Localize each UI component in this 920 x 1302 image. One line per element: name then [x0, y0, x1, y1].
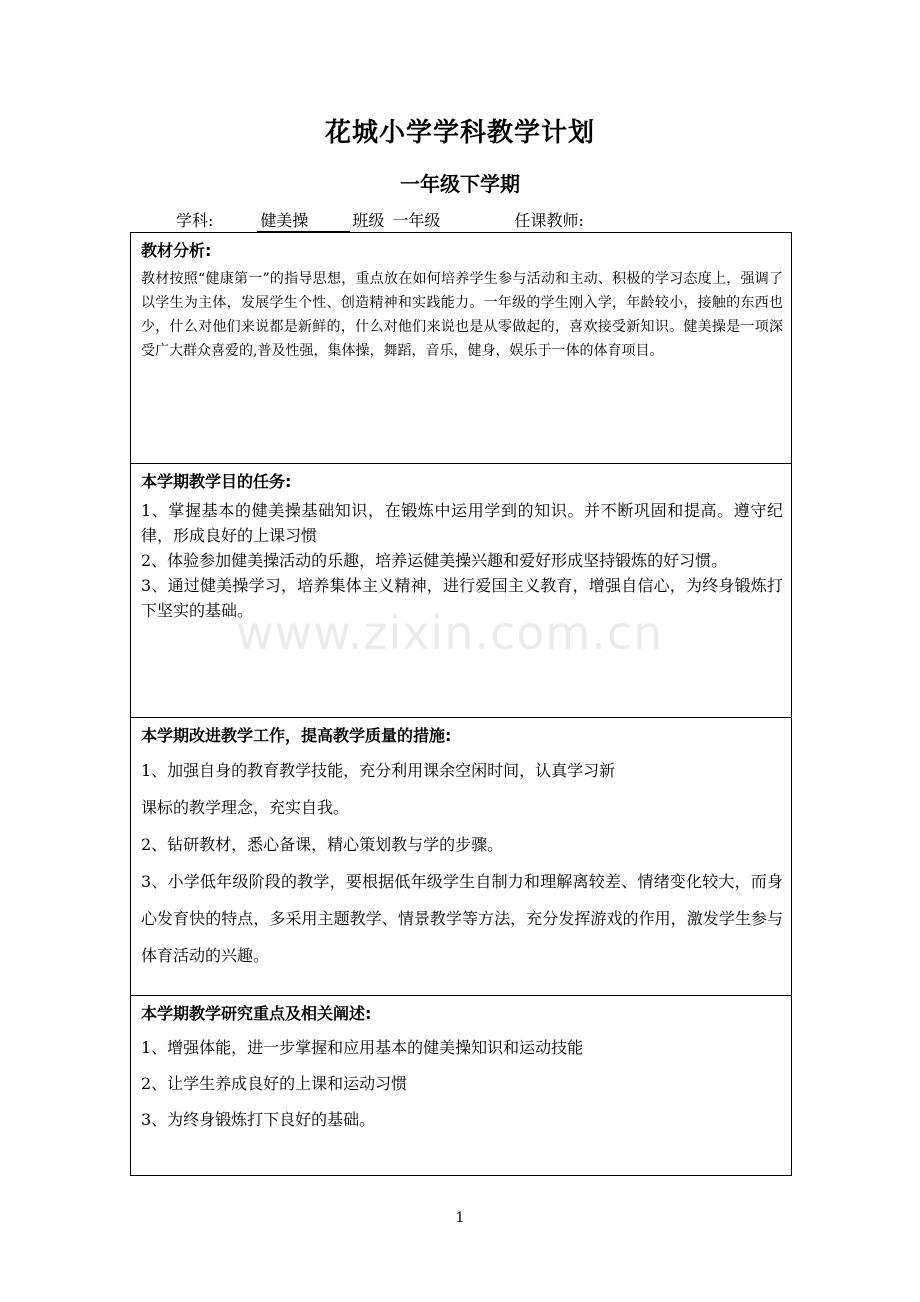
subject-value: 健美操 [257, 208, 350, 232]
goals-section [131, 463, 791, 717]
research-section [131, 995, 791, 1175]
subject-label: 学科: [176, 211, 214, 230]
plan-table [130, 232, 792, 1176]
analysis-heading: 教材分析: [141, 241, 212, 260]
page-title: 花城小学学科教学计划 [324, 118, 595, 148]
measures-item: 3、小学低年级阶段的教学，要根据低年级学生自制力和理解离较差、情绪变化较大，而身心发育快的特点，多采用主题教学、情景教学等方法，充分发挥游戏的作用，激发学生参与体育活动的兴趣。 [141, 872, 783, 965]
measures-item: 课标的教学理念，充实自我。 [141, 798, 350, 817]
goals-item: 3、通过健美操学习，培养集体主义精神，进行爱国主义教育，增强自信心，为终身锻炼打下坚实的基础。 [141, 576, 783, 620]
watermark: www.zixin.com.cn [236, 606, 664, 660]
measures-item: 2、钻研教材，悉心备课，精心策划教与学的步骤。 [141, 835, 504, 854]
measures-section [131, 717, 791, 995]
goals-item: 2、体验参加健美操活动的乐趣，培养运健美操兴趣和爱好形成坚持锻炼的好习惯。 [141, 551, 728, 570]
teacher-label: 任课教师: [514, 211, 584, 230]
class-value: 一年级 [392, 211, 441, 230]
class-label: 班级 [352, 211, 385, 230]
analysis-section [131, 233, 791, 463]
measures-heading: 本学期改进教学工作，提高教学质量的措施: [141, 726, 452, 745]
meta-line [176, 208, 584, 232]
analysis-text: 教材按照“健康第一”的指导思想，重点放在如何培养学生参与活动和主动、积极的学习态度上，强调了以学生为主体，发展学生个性、创造精神和实践能力。一年级的学生刚入学，年龄较小，接触的东西也少，什么对他们来说都是新鲜的，什么对他们来说也是从零做起的，喜欢接受新知识。健美操是一项深受广大群众喜爱的,普及性强，集体操，舞蹈，音乐，健身，娱乐于一体的体育项目。 [141, 271, 783, 359]
page-number: 1 [455, 1210, 465, 1226]
research-heading: 本学期教学研究重点及相关阐述: [141, 1004, 372, 1023]
research-item: 1、增强体能，进一步掌握和应用基本的健美操知识和运动技能 [141, 1038, 584, 1057]
research-item: 3、为终身锻炼打下良好的基础。 [141, 1110, 376, 1129]
goals-heading: 本学期教学目的任务: [141, 472, 292, 491]
research-item: 2、让学生养成良好的上课和运动习惯 [141, 1074, 408, 1093]
goals-item: 1、掌握基本的健美操基础知识，在锻炼中运用学到的知识。并不断巩固和提高。遵守纪律，形成良好的上课习惯 [141, 501, 783, 545]
page-subtitle: 一年级下学期 [400, 172, 520, 196]
measures-item: 1、加强自身的教育教学技能，充分利用课余空闲时间，认真学习新 [141, 761, 616, 780]
